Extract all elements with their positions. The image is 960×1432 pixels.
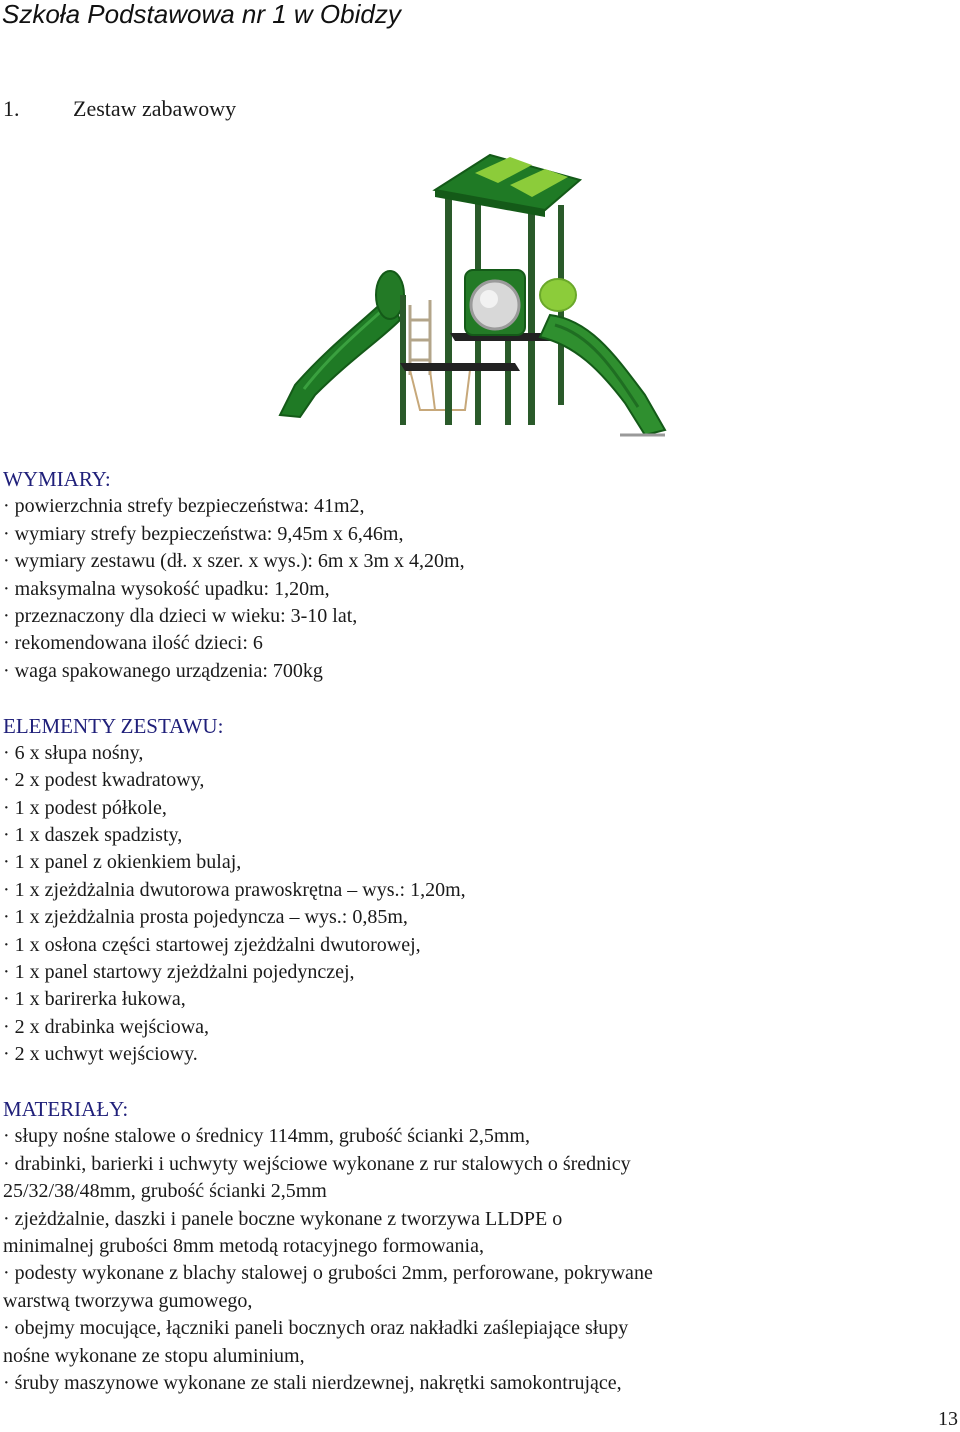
elements-line: · 1 x daszek spadzisty, [3, 824, 183, 847]
elements-line: · 1 x podest półkole, [3, 796, 167, 819]
item-heading [3, 96, 236, 122]
elements-line: · 2 x uchwyt wejściowy. [3, 1043, 198, 1066]
elements-line: · 2 x drabinka wejściowa, [3, 1015, 210, 1038]
elements-line: · 1 x zjeżdżalnia dwutorowa prawoskrętna – wys.: 1,20m, [3, 878, 466, 901]
elements-line: · 1 x panel startowy zjeżdżalni pojedynczej, [3, 961, 355, 984]
dimensions-line: · wymiary strefy bezpieczeństwa: 9,45m x 6,46m, [3, 522, 404, 545]
materials-title: MATERIAŁY: [3, 1096, 129, 1121]
materials-line: · drabinki, barierki i uchwyty wejściowe wykonane z rur stalowych o średnicy [3, 1152, 631, 1175]
elements-line: · 1 x barirerka łukowa, [3, 988, 186, 1011]
dimensions-line: · powierzchnia strefy bezpieczeństwa: 41m2, [3, 495, 365, 518]
materials-line: · podesty wykonane z blachy stalowej o grubości 2mm, perforowane, pokrywane [3, 1262, 653, 1285]
elements-title: ELEMENTY ZESTAWU: [3, 713, 224, 738]
materials-line: · obejmy mocujące, łączniki paneli bocznych oraz nakładki zaślepiające słupy [3, 1317, 629, 1340]
materials-line: warstwą tworzywa gumowego, [3, 1289, 253, 1312]
elements-line: · 1 x zjeżdżalnia prosta pojedyncza – wys.: 0,85m, [3, 906, 408, 929]
dimensions-title: WYMIARY: [3, 467, 111, 491]
item-number: 1. [3, 96, 20, 121]
platform [400, 363, 520, 371]
page-number: 13 [938, 1408, 958, 1430]
dimensions-line: · przeznaczony dla dzieci w wieku: 3-10 lat, [3, 604, 358, 627]
dimensions-line: · rekomendowana ilość dzieci: 6 [3, 632, 263, 655]
dimensions-line: · waga spakowanego urządzenia: 700kg [3, 659, 323, 682]
elements-line: · 1 x panel z okienkiem bulaj, [3, 851, 242, 874]
climbing-net [410, 370, 470, 410]
elements-line: · 2 x podest kwadratowy, [3, 769, 205, 792]
materials-line: 25/32/38/48mm, grubość ścianki 2,5mm [3, 1180, 327, 1203]
materials-line: nośne wykonane ze stopu aluminium, [3, 1344, 305, 1367]
elements-line: · 6 x słupa nośny, [3, 741, 144, 764]
page-header: Szkoła Podstawowa nr 1 w Obidzy [2, 0, 401, 29]
elements-line: · 1 x osłona części startowej zjeżdżalni dwutorowej, [3, 933, 421, 956]
dimensions-line: · wymiary zestawu (dł. x szer. x wys.): 6m x 3m x 4,20m, [3, 550, 465, 573]
materials-line: · słupy nośne stalowe o średnicy 114mm, grubość ścianki 2,5mm, [3, 1125, 530, 1148]
right-slide-hood [540, 279, 576, 311]
section-spacer [3, 1069, 903, 1096]
item-title: Zestaw zabawowy [73, 96, 237, 121]
dimensions-line: · maksymalna wysokość upadku: 1,20m, [3, 577, 330, 600]
playground-set-illustration [270, 145, 680, 445]
materials-line: minimalnej grubości 8mm metodą rotacyjnego formowania, [3, 1234, 484, 1257]
specification-text [3, 466, 903, 1397]
section-spacer [3, 685, 903, 712]
materials-line: · zjeżdżalnie, daszki i panele boczne wykonane z tworzywa LLDPE o [3, 1207, 563, 1230]
left-slide-hood [376, 271, 404, 319]
materials-line: · śruby maszynowe wykonane ze stali nierdzewnej, nakrętki samokontrujące, [3, 1371, 622, 1394]
